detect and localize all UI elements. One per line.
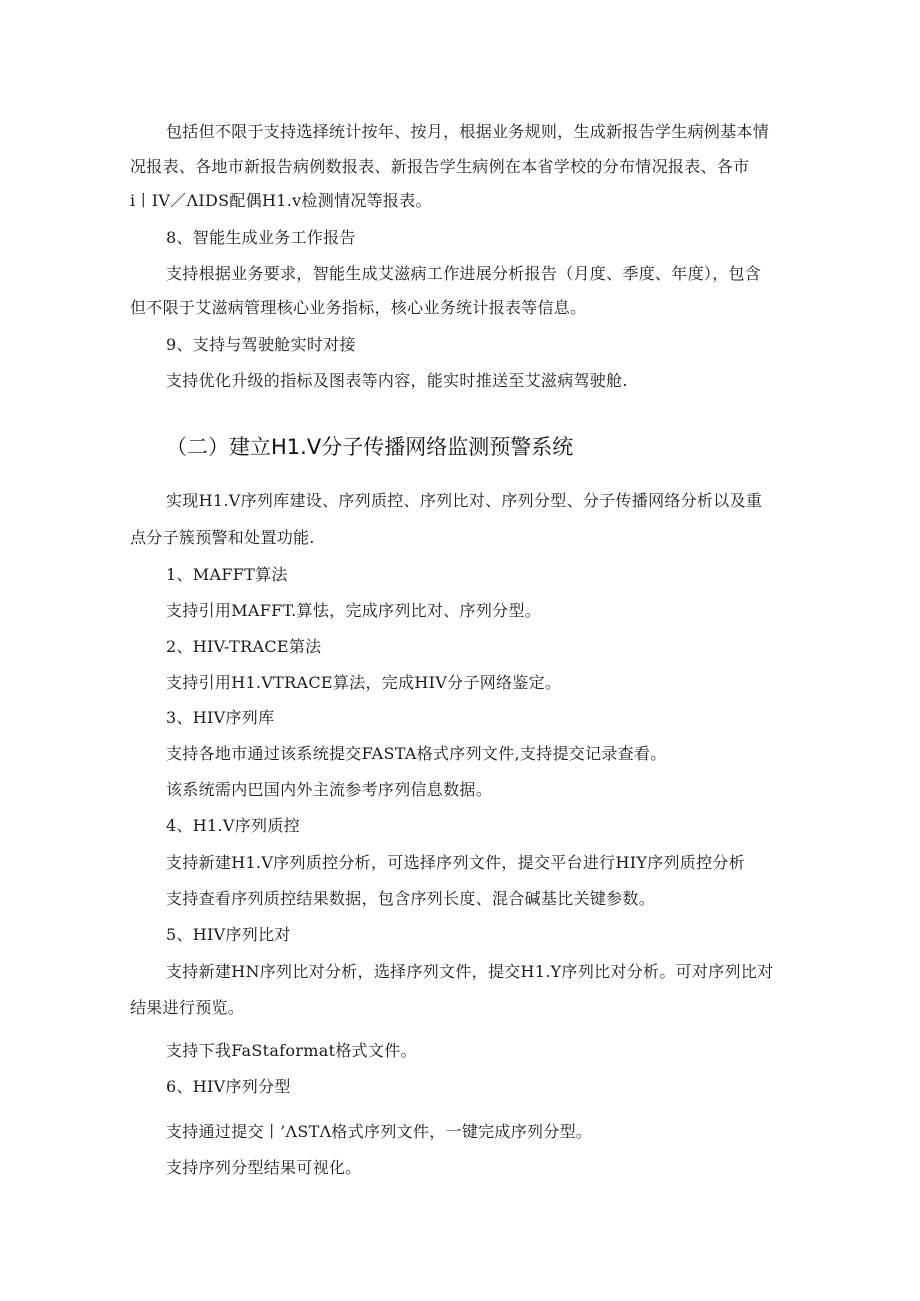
item-title-5: 5、HIV序列比对 [166,925,291,944]
item-title-4: 4、H1.V序列质控 [166,816,300,835]
paragraph-line: 支持各地市通过该系统提交FASTA格式序列文件,支持提交记录查看。 [166,744,667,763]
paragraph-line: 支持下我FaStaformat格式文件。 [166,1041,417,1060]
paragraph-line: 支持通过提交丨’ΛSTΛ格式序列文件，一键完成序列分型。 [166,1122,593,1141]
paragraph-line: 实现H1.V序列库建设、序列质控、序列比对、序列分型、分子传播网络分析以及重 [166,491,763,510]
paragraph-line: 支持查看序列质控结果数据，包含序列长度、混合碱基比关键参数。 [166,889,656,908]
paragraph-line: 支持新建HN序列比对分析，选择序列文件，提交H1.Y序列比对分析。可对序列比对 [166,962,774,981]
paragraph-line: 支持优化升级的指标及图表等内容，能实时推送至艾滋病驾驶舱. [166,371,628,390]
section-heading: （二）建立H1.V分子传播网络监测预警系统 [166,435,574,459]
item-title-8: 8、智能生成业务工作报告 [166,228,356,247]
item-title-1: 1、MAFFT算法 [166,565,288,584]
paragraph-line: 支持引用MAFFT.算怯，完成序列比对、序列分型。 [166,601,542,620]
item-title-9: 9、支持与驾驶舱实时对接 [166,335,356,354]
paragraph-line: 况报表、各地市新报告病例数报表、新报告学生病例在本省学校的分布情况报表、各市 [130,157,750,176]
paragraph-line: 支持根据业务要求，智能生成艾滋病工作进展分析报告（月度、季度、年度），包含 [166,264,762,283]
paragraph-line: i丨IV／ΛIDS配偶H1.v检测情况等报表。 [130,191,432,210]
paragraph-line: 支持引用H1.VTRACE算法，完成HIV分子网络鉴定。 [166,673,562,692]
paragraph-line: 支持新建H1.V序列质控分析，可选择序列文件，提交平台进行HIY序列质控分析 [166,853,746,872]
item-title-6: 6、HIV序列分型 [166,1077,291,1096]
item-title-3: 3、HIV序列库 [166,708,275,727]
paragraph-line: 支持序列分型结果可视化。 [166,1158,362,1177]
paragraph-line: 结果进行预览。 [130,998,245,1017]
item-title-2: 2、HIV-TRACE第法 [166,637,322,656]
paragraph-line: 包括但不限于支持选择统计按年、按月，根据业务规则，生成新报告学生病例基本情 [166,122,770,141]
paragraph-line: 点分子簇预警和处置功能. [130,528,315,547]
paragraph-line: 该系统需内巴国内外主流参考序列信息数据。 [166,780,493,799]
paragraph-line: 但不限于艾滋病管理核心业务指标，核心业务统计报表等信息。 [130,298,587,317]
